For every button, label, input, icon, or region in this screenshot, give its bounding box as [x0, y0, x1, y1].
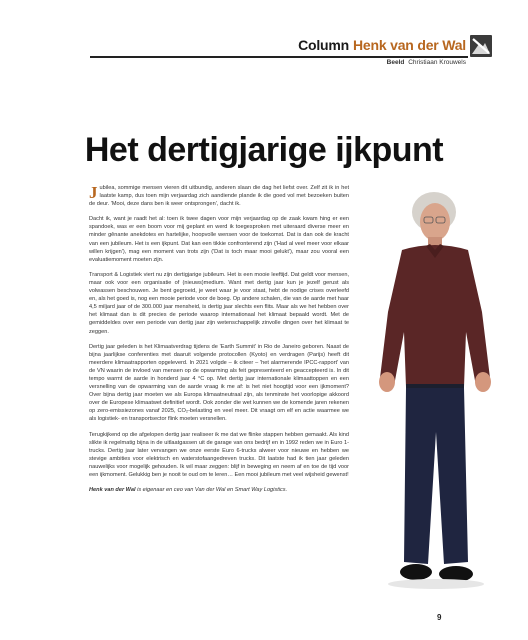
paragraph: Terugkijkend op die afgelopen dertig jaar realiseer ik me dat we flinke stappen hebben gemaakt. Als kind slikte ik regelmatig bijna in de uitlaatgassen uit de garage van ons bedrijf en in 1992 reden we in Euro 1-trucks. Dertig jaar later vervangen we onze eerste Euro 6-trucks alweer voor nieuwe en hebben we stevige ambities voor elektrisch en waterstofaangedreven trucks. Dit laatste had ik tien jaar geleden nauwelijks voor mogelijk gehouden. Ik wil maar zeggen: blijf in beweging en neem af en toe de tijd voor een ijkmoment. Gelukkig ben je nooit te oud om te leren… Een mooi jubileum met veel wijsheid gewenst!: [89, 431, 349, 478]
author-portrait: [358, 182, 508, 602]
column-label: Column: [298, 37, 350, 53]
author-name: Henk van der Wal: [353, 37, 466, 53]
column-header: [298, 37, 466, 53]
credit-label: Beeld: [386, 59, 405, 66]
signature-name: Henk van der Wal: [89, 487, 136, 494]
article-title: Het dertigjarige ijkpunt: [84, 131, 444, 169]
credit-name: Christiaan Krouwels: [408, 59, 466, 66]
header-rule: [90, 56, 468, 58]
paragraph: [89, 184, 349, 208]
signature-text: is eigenaar en ceo van Van der Wal en Smart Way Logistics.: [135, 487, 288, 494]
paragraph: Transport & Logistiek viert nu zijn dertigjarige jubileum. Het is een mooie leeftijd. Dat geldt voor mensen, maar ook voor een organisatie of (nieuws)medium. Want met dertig jaar kun je jezelf gerust als volwassen beschouwen. Je bent gegroeid, je weet waar je voor staat, hebt de nodige crises overleefd en, als het goed is, nog een mooie periode voor de boeg. Op andere schalen, die van de aarde met haar 4,5 miljard jaar of de 300.000 jaar mensheid, is dertig jaar slechts een flits. Maar als we het hebben over het klimaat dan is dit precies de periode waarop internationaal het klimaat bepaald wordt. Met de gemiddeldes over een periode van dertig jaar zijn wetenschappelijk zinvolle dingen over het klimaat te zeggen.: [89, 271, 349, 335]
article-body: [89, 184, 349, 501]
paragraph-text: ubilea, sommige mensen vieren dit uitbundig, anderen slaan die dag het liefst over. Zelf zit ik in het laatste kamp, dus toen mijn verjaardag zich aandiende plande ik die goed vol met bezoeken buiten de deur. 'Mooi, deze dans ben ik weer ontsprongen', dacht ik.: [89, 185, 349, 208]
drop-cap: J: [89, 183, 98, 202]
paragraph: Dertig jaar geleden is het Klimaatverdrag tijdens de 'Earth Summit' in Rio de Janeiro geboren. Naast de bijna jaarlijkse conferenties met daaruit volgende protocollen (Kyoto) en verdragen (Parijs) heeft dit meerdere klimaatrapporten opgeleverd. In 2021 volgde – ik citeer – 'het alarmerende IPCC-rapport' van de VN waarin de invloed van mensen op de opwarming als feit gepresenteerd en geaccepteerd is. In dit tempo warmt de aarde in honderd jaar 4 °C op. Met dertig jaar internationale klimaattoppen en een versnelling van de opwarming van de aarde vraag ik me af: is het niet hoogtijd voor een ijkmoment? Over bijna dertig jaar moeten we als Europa klimaatneutraal zijn, als tenminste het voorlopige akkoord over de Europese klimaatwet definitief wordt. Ook zonder die wet kunnen we de komende jaren rekenen op zero-emissiezones vanaf 2025, CO₂-belasting en veel meer. Dit vraagt om elf en actie waarmee we als logistiek- en transportsector flink moeten versnellen.: [89, 343, 349, 423]
photo-credit: [387, 59, 466, 66]
paragraph: Dacht ik, want je raadt het al: toen ik twee dagen voor mijn verjaardag op de zaak kwam hing er een spandoek, was er een boom voor mij geplant en werd ik toegesproken met uiteraard diverse meer en minder gênante anekdotes en hartelijke, hoopvolle wensen voor de toekomst. Dat is dan ook de kracht van een jubileum. Het is een ijkpunt. Dat kan een tikkie confronterend zijn ('Had al veel meer voor elkaar willen krijgen'), mag een moment van trots zijn ('Dat is toch maar mooi gelukt'), maar zou vooral een evaluatiemoment moeten zijn.: [89, 216, 349, 263]
mountain-logo-icon: [470, 35, 492, 57]
author-signature: [89, 486, 349, 494]
page-number: 9: [437, 613, 442, 622]
